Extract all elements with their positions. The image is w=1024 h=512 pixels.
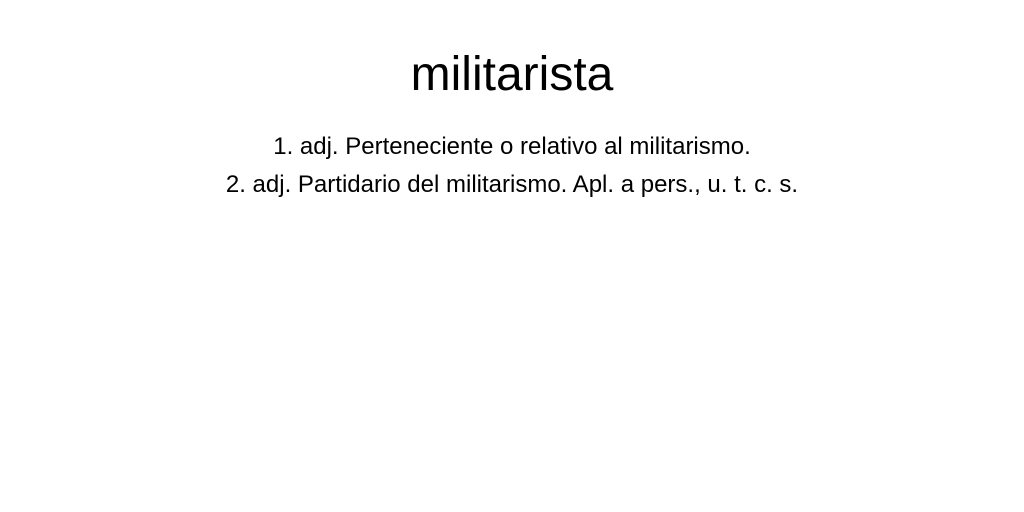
definition-1: 1. adj. Perteneciente o relativo al militarismo. xyxy=(273,133,751,160)
dictionary-entry xyxy=(0,0,1024,204)
definition-2: 2. adj. Partidario del militarismo. Apl. a pers., u. t. c. s. xyxy=(225,171,799,198)
definition-list xyxy=(0,103,1024,204)
headword: militarista xyxy=(410,48,614,101)
